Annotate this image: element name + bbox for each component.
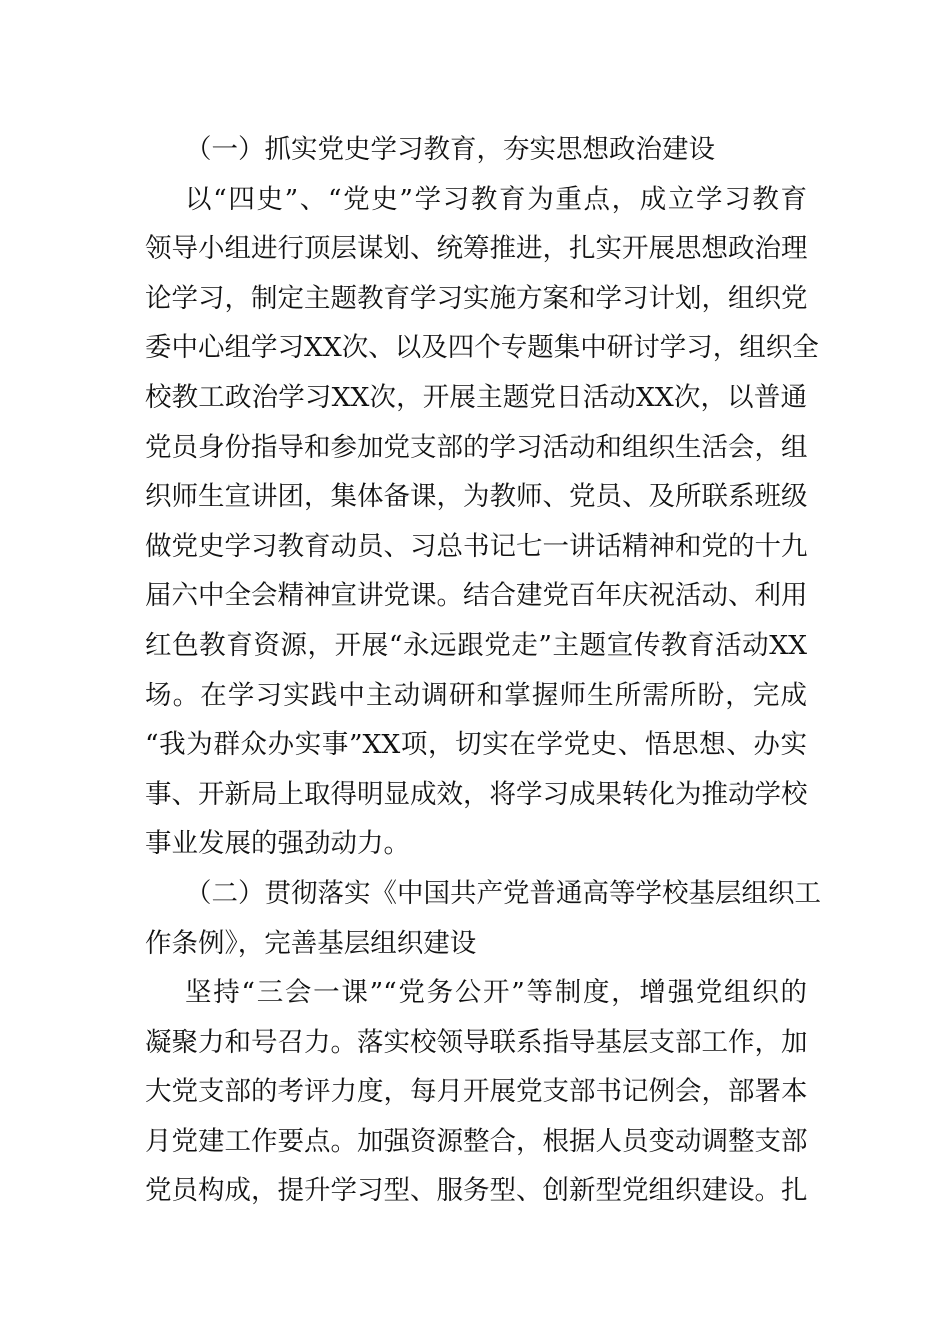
paragraph-line: 月党建工作要点。加强资源整合，根据人员变动调整支部 (145, 1125, 808, 1157)
paragraph-line: 织师生宣讲团，集体备课，为教师、党员、及所联系班级 (145, 481, 808, 513)
paragraph-line: 党员身份指导和参加党支部的学习活动和组织生活会，组 (145, 431, 808, 463)
section-heading-line: 作条例》，完善基层组织建设 (145, 927, 477, 959)
paragraph-line: 领导小组进行顶层谋划、统筹推进，扎实开展思想政治理 (145, 233, 808, 265)
paragraph-line: 凝聚力和号召力。落实校领导联系指导基层支部工作，加 (145, 1026, 808, 1058)
paragraph-line: 大党支部的考评力度，每月开展党支部书记例会，部署本 (145, 1076, 808, 1108)
paragraph-line: 党员构成，提升学习型、服务型、创新型党组织建设。扎 (145, 1175, 808, 1207)
paragraph-line: 场。在学习实践中主动调研和掌握师生所需所盼，完成 (145, 679, 807, 711)
paragraph-line: 委中心组学习XX次、以及四个专题集中研讨学习，组织全 (145, 332, 819, 364)
document-page (145, 125, 821, 1216)
paragraph-line: 红色教育资源，开展“永远跟党走”主题宣传教育活动XX (145, 629, 807, 661)
paragraph-line: 届六中全会精神宣讲党课。结合建党百年庆祝活动、利用 (145, 580, 808, 612)
section-heading-line: （二）贯彻落实《中国共产党普通高等学校基层组织工 (185, 877, 821, 909)
paragraph-line: 以“四史”、“党史”学习教育为重点，成立学习教育 (185, 183, 807, 215)
paragraph-line: 校教工政治学习XX次，开展主题党日活动XX次，以普通 (145, 381, 807, 413)
paragraph-line: 事、开新局上取得明显成效，将学习成果转化为推动学校 (145, 778, 808, 810)
paragraph-line: “我为群众办实事”XX项，切实在学党史、悟思想、办实 (145, 729, 807, 761)
paragraph-line: 做党史学习教育动员、习总书记七一讲话精神和党的十九 (145, 530, 808, 562)
section-heading-line: （一）抓实党史学习教育，夯实思想政治建设 (185, 134, 715, 165)
paragraph-line: 论学习，制定主题教育学习实施方案和学习计划，组织党 (145, 282, 808, 314)
paragraph-line: 事业发展的强劲动力。 (145, 828, 410, 860)
paragraph-line: 坚持“三会一课”“党务公开”等制度，增强党组织的 (185, 977, 807, 1009)
